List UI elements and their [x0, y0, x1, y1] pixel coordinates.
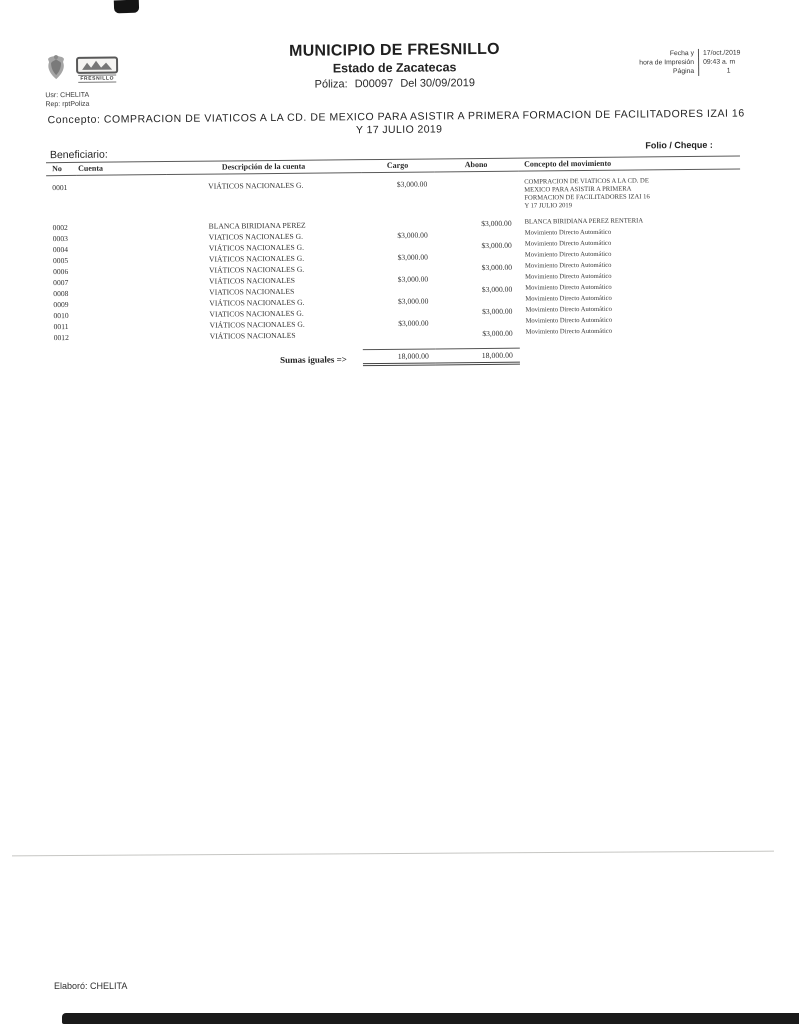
fresnillo-logo-text: FRESNILLO [78, 75, 116, 83]
header-left-block [45, 42, 184, 108]
column-header-cargo: Cargo [361, 159, 434, 173]
sums-label: Sumas iguales => [280, 354, 347, 365]
cell-concepto: Movimiento Directo Automático [525, 283, 612, 292]
cell-cuenta [77, 242, 167, 254]
cell-descripcion: VIÁTICOS NACIONALES G. [208, 242, 305, 253]
cell-cargo: $3,000.00 [397, 252, 428, 262]
total-abono: 18,000.00 [436, 348, 520, 364]
cell-abono: $3,000.00 [481, 218, 512, 229]
concepto-line-2: Y 17 JULIO 2019 [355, 123, 443, 137]
table-body [46, 169, 742, 342]
cell-descripcion: VIÁTICOS NACIONALES G. [209, 319, 305, 330]
cell-no: 0003 [52, 233, 68, 244]
cell-no: 0001 [52, 183, 68, 193]
scan-artifact-line [12, 851, 774, 857]
cell-no: 0012 [53, 332, 69, 343]
title-block [183, 38, 607, 107]
print-date-value: 17/oct./2019 [698, 48, 758, 58]
cell-descripcion: VIÁTICOS NACIONALES [209, 330, 296, 341]
column-header-descripcion: Descripción de la cuenta [166, 160, 361, 175]
beneficiario-label: Beneficiario: [49, 148, 108, 162]
cell-cargo: $3,000.00 [397, 296, 429, 306]
cell-no: 0005 [52, 255, 69, 266]
cell-no: 0010 [53, 310, 69, 321]
cell-concepto: Movimiento Directo Automático [524, 239, 612, 248]
cell-cuenta [77, 275, 167, 287]
cell-concepto: Movimiento Directo Automático [525, 294, 612, 303]
cell-abono [435, 250, 519, 262]
document-subtitle: Estado de Zacatecas [332, 60, 457, 76]
user-label: Usr: CHELITA [45, 91, 90, 100]
cell-descripcion: VIATICOS NACIONALES G. [208, 231, 304, 242]
cell-abono [436, 316, 520, 328]
cell-no: 0007 [53, 277, 69, 288]
print-time-label: hora de Impresión [639, 58, 695, 67]
document-content [0, 0, 799, 369]
cell-concepto: Movimiento Directo Automático [524, 228, 612, 237]
cell-abono [435, 228, 519, 240]
cell-cuenta [77, 253, 167, 265]
cell-descripcion: VIATICOS NACIONALES G. [209, 308, 304, 319]
print-time-value: 09:43 a. m [698, 57, 758, 67]
report-label: Rep: rptPoliza [45, 100, 90, 109]
poliza-line [183, 76, 606, 92]
poliza-date: Del 30/09/2019 [400, 77, 475, 90]
cell-no: 0004 [52, 244, 69, 255]
table-footer [48, 336, 742, 368]
cell-concepto: Movimiento Directo Automático [524, 261, 612, 270]
cell-cuenta [77, 308, 167, 320]
cell-concepto: COMPRACION DE VIATICOS A LA CD. DE MEXICO PARA ASISTIR A PRIMERA FORMACION DE FACILITADORES IZAI 16 Y 17 JULIO 2019 [524, 177, 650, 210]
cell-cuenta [78, 319, 168, 331]
totals-empty-cell [520, 346, 742, 363]
cell-abono [434, 171, 518, 217]
cell-no: 0002 [52, 222, 68, 233]
cell-concepto: Movimiento Directo Automático [525, 316, 613, 325]
cell-descripcion: VIÁTICOS NACIONALES [209, 275, 296, 286]
cell-no: 0011 [53, 321, 69, 332]
fresnillo-logo-emblem-icon [76, 57, 118, 74]
cell-cuenta [77, 297, 167, 309]
cell-concepto: BLANCA BIRIDIANA PEREZ RENTERIA [524, 217, 644, 226]
cell-abono: $3,000.00 [482, 306, 513, 317]
column-header-concepto: Concepto del movimiento [518, 156, 740, 171]
cell-cargo: $3,000.00 [396, 179, 428, 189]
cell-cargo [362, 261, 435, 273]
cell-abono: $3,000.00 [481, 240, 512, 251]
cell-concepto: Movimiento Directo Automático [525, 327, 613, 336]
municipal-crest-icon [45, 53, 67, 86]
cell-cargo: $3,000.00 [397, 230, 428, 240]
cell-cuenta [77, 286, 167, 298]
cell-abono: $3,000.00 [482, 328, 513, 339]
cell-abono: $3,000.00 [481, 284, 513, 295]
cell-cuenta [77, 264, 167, 276]
poliza-table [46, 156, 742, 369]
cell-concepto: Movimiento Directo Automático [524, 250, 612, 259]
cell-no: 0008 [53, 288, 69, 299]
cell-cargo [362, 283, 435, 295]
cell-cargo [362, 239, 435, 251]
cell-cuenta [77, 220, 167, 232]
document-header [0, 0, 798, 109]
elaboro-label: Elaboró: CHELITA [54, 981, 128, 991]
print-info-row-page [606, 66, 758, 76]
poliza-label: Póliza: [314, 78, 348, 91]
scan-artifact-bottom-bar [62, 1013, 799, 1024]
table-row [46, 169, 740, 221]
cell-cargo: $3,000.00 [397, 274, 429, 284]
column-header-abono: Abono [434, 158, 518, 172]
print-date-label: Fecha y [669, 49, 695, 58]
cell-descripcion: VIATICOS NACIONALES [209, 286, 295, 297]
cell-cargo [363, 327, 436, 339]
cell-no: 0009 [53, 299, 69, 310]
cell-abono [435, 294, 519, 306]
concepto-line-1: Concepto: COMPRACION DE VIATICOS A LA CD. DE MEXICO PARA ASISTIR A PRIMERA FORMACION DE FACILITADORES IZAI 16 [47, 107, 745, 127]
cell-cuenta [78, 330, 168, 342]
cell-no: 0006 [53, 266, 69, 277]
cell-descripcion: VIÁTICOS NACIONALES G. [209, 264, 305, 275]
cell-abono [435, 272, 519, 284]
total-cargo: 18,000.00 [363, 348, 436, 364]
fresnillo-logo [76, 57, 118, 83]
page-label: Página [672, 67, 695, 76]
poliza-number: D00097 [354, 77, 394, 91]
cell-descripcion: VIÁTICOS NACIONALES G. [209, 297, 305, 308]
folio-cheque-label: Folio / Cheque : [645, 139, 713, 151]
cell-descripcion: VIÁTICOS NACIONALES G. [208, 180, 304, 191]
cell-cargo: $3,000.00 [398, 318, 429, 328]
logo-group [45, 52, 183, 87]
cell-descripcion: VIÁTICOS NACIONALES G. [208, 253, 305, 264]
cell-concepto: Movimiento Directo Automático [525, 305, 612, 314]
cell-descripcion: BLANCA BIRIDIANA PEREZ [208, 220, 306, 231]
cell-cuenta [76, 175, 166, 221]
cell-cuenta [77, 231, 167, 243]
cell-abono: $3,000.00 [481, 262, 513, 273]
document-title: MUNICIPIO DE FRESNILLO [289, 40, 500, 60]
cell-concepto: Movimiento Directo Automático [525, 272, 612, 281]
column-header-cuenta: Cuenta [76, 162, 166, 176]
column-header-no: No [46, 162, 76, 175]
cell-cargo [362, 305, 435, 317]
page-number: 1 [698, 66, 758, 76]
cell-cargo [362, 217, 435, 229]
print-info-box [606, 36, 759, 102]
